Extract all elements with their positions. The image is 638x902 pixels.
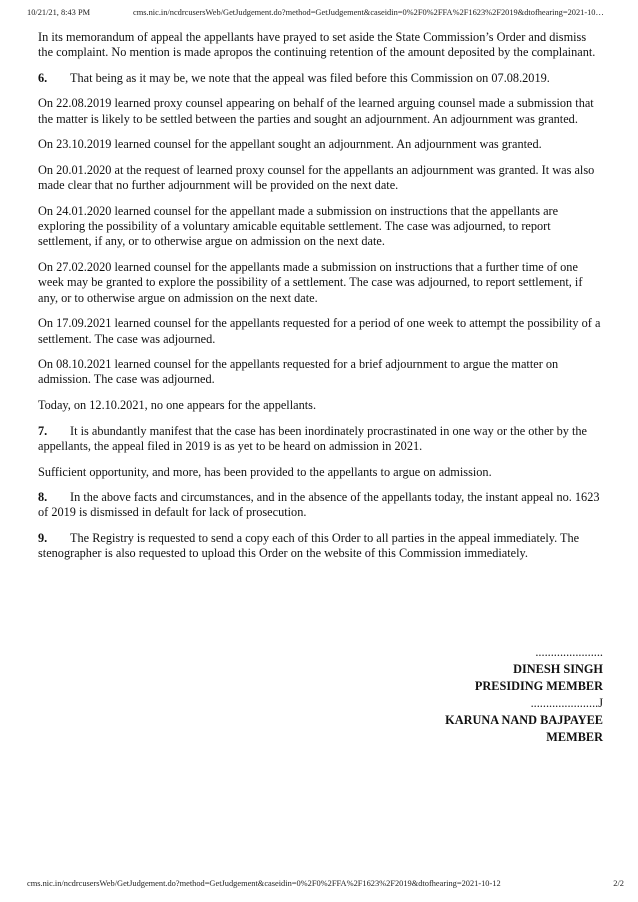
signature-line-2: ......................J <box>530 696 603 710</box>
print-header <box>27 8 624 17</box>
signatory-name-2: KARUNA NAND BAJPAYEE <box>445 713 603 727</box>
paragraph-text: On 20.01.2020 at the request of learned proxy counsel for the appellants an adjournment was granted. It was also made clear that no further adjournment will be provided on the next date. <box>38 162 595 193</box>
paragraph <box>38 357 603 388</box>
paragraph-text: In its memorandum of appeal the appellants have prayed to set aside the State Commission’s Order and dismiss the complaint. No mention is made apropos the continuing retention of the amount deposited by the complainant. <box>38 30 596 60</box>
print-header-url: cms.nic.in/ncdrcusersWeb/GetJudgement.do?method=GetJudgement&caseidin=0%2F0%2FFA%2F1623%2F2019&dtofhearing=2021-10… <box>133 8 604 17</box>
signatory-title-2: MEMBER <box>546 730 603 744</box>
paragraph-text: On 08.10.2021 learned counsel for the appellants requested for a brief adjournment to argue the matter on admission. The case was adjourned. <box>38 357 559 387</box>
paragraph-8 <box>38 490 603 521</box>
paragraph <box>38 316 603 347</box>
print-footer <box>27 879 624 888</box>
paragraph-9 <box>38 531 603 562</box>
paragraph-text: That being as it may be, we note that the appeal was filed before this Commission on 07.08.2019. <box>70 70 550 85</box>
signature-line-1: ...................... <box>535 645 603 659</box>
paragraph-text: On 24.01.2020 learned counsel for the appellant made a submission on instructions that the appellants are exploring the possibility of a voluntary amicable equitable settlement. The case was adjourned, to report settlement, if any, or to otherwise argue on admission on the next date. <box>38 203 559 249</box>
paragraph-text: Today, on 12.10.2021, no one appears for the appellants. <box>38 398 317 413</box>
signatory-title-1: PRESIDING MEMBER <box>474 679 603 693</box>
paragraph <box>38 398 603 413</box>
signature-block <box>445 644 603 746</box>
print-timestamp: 10/21/21, 8:43 PM <box>27 8 91 17</box>
paragraph-number: 9. <box>38 530 48 545</box>
paragraph-6 <box>38 71 603 86</box>
signatory-name-1: DINESH SINGH <box>513 662 603 676</box>
paragraph-number: 7. <box>38 423 48 438</box>
paragraph <box>38 465 603 480</box>
paragraph <box>38 163 603 194</box>
paragraph-number: 6. <box>38 70 48 85</box>
paragraph-text: On 27.02.2020 learned counsel for the appellants made a submission on instructions that a further time of one week may be granted to explore the possibility of a settlement. The case was adjourned, to report settlement, if any, or to otherwise argue on admission on the next date. <box>38 260 583 305</box>
print-footer-url: cms.nic.in/ncdrcusersWeb/GetJudgement.do?method=GetJudgement&caseidin=0%2F0%2FFA%2F1623%2F2019&dtofhearing=2021-10-12 <box>27 879 501 888</box>
paragraph <box>38 137 603 152</box>
judgement-body <box>38 30 603 572</box>
paragraph-text: On 22.08.2019 learned proxy counsel appearing on behalf of the learned arguing counsel made a submission that the matter is likely to be settled between the parties and sought an adjournment. An adjournment was granted. <box>38 96 594 126</box>
paragraph <box>38 96 603 127</box>
page-number: 2/2 <box>613 879 624 888</box>
paragraph-text: On 17.09.2021 learned counsel for the appellants requested for a period of one week to attempt the possibility of a settlement. The case was adjourned. <box>38 316 601 346</box>
paragraph-text: In the above facts and circumstances, and in the absence of the appellants today, the instant appeal no. 1623 of 2019 is dismissed in default for lack of prosecution. <box>38 490 600 520</box>
paragraph-7 <box>38 424 603 455</box>
paragraph-number: 8. <box>38 490 48 505</box>
paragraph <box>38 30 603 61</box>
paragraph-text: The Registry is requested to send a copy each of this Order to all parties in the appeal immediately. The stenographer is also requested to upload this Order on the website of this Commission immediately. <box>38 530 580 561</box>
paragraph-text: Sufficient opportunity, and more, has been provided to the appellants to argue on admission. <box>38 464 492 479</box>
paragraph-text: It is abundantly manifest that the case has been inordinately procrastinated in one way or the other by the appellants, the appeal filed in 2019 is as yet to be heard on admission in 2021. <box>38 423 587 453</box>
paragraph-text: On 23.10.2019 learned counsel for the appellant sought an adjournment. An adjournment was granted. <box>38 137 542 152</box>
paragraph <box>38 204 603 250</box>
paragraph <box>38 260 603 306</box>
